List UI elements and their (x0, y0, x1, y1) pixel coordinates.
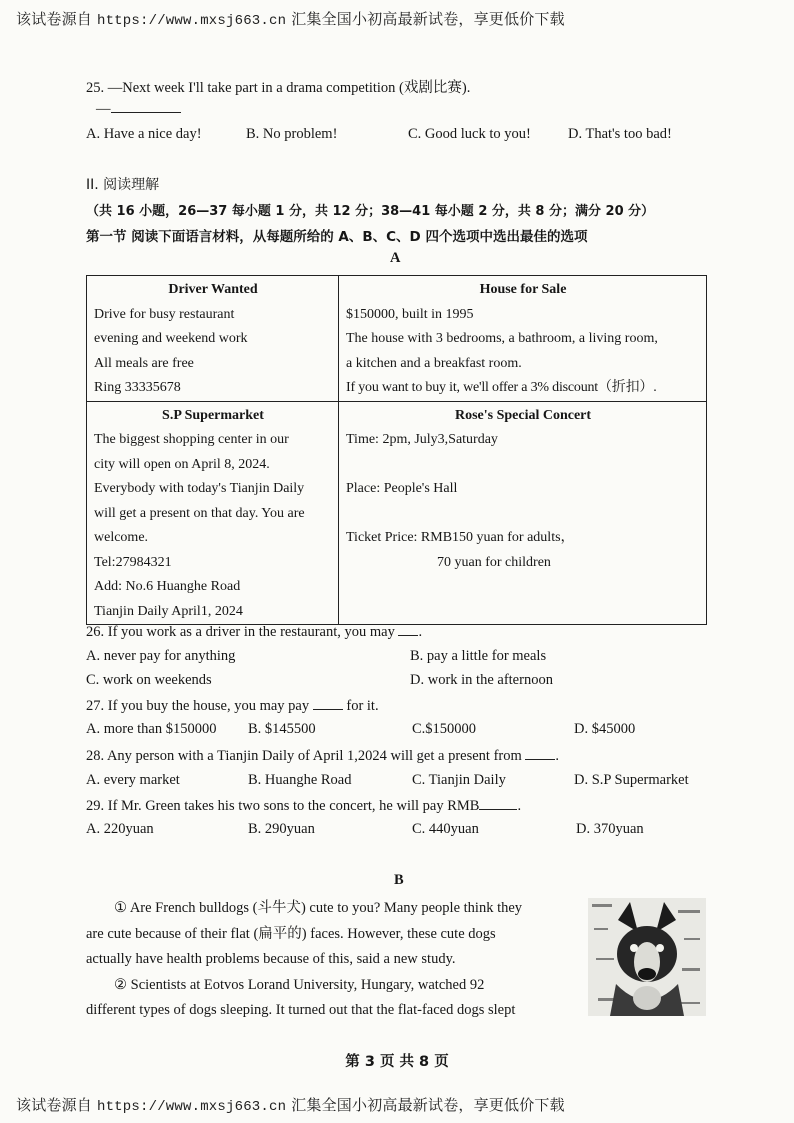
dog-drawing (588, 898, 706, 1016)
banner-right-text: 汇集全国小初高最新试卷，享更低价下载 (291, 1096, 565, 1114)
passage-b-p1-line3: actually have health problems because of this, said a new study. (86, 951, 456, 967)
bottom-banner (16, 1094, 565, 1115)
q29-option-c: C. 440yuan (412, 821, 479, 837)
q29-stem-text: 29. If Mr. Green takes his two sons to the concert, he will pay RMB (86, 798, 480, 814)
q27-answer-blank (313, 697, 343, 710)
q29-option-d: D. 370yuan (576, 821, 644, 837)
q26-option-d: D. work in the afternoon (410, 672, 553, 688)
ad-house-for-sale (339, 276, 707, 402)
q27-option-b: B. $145500 (248, 721, 316, 737)
section-title: II. 阅读理解 (86, 177, 160, 193)
q27-option-a: A. more than $150000 (86, 721, 217, 737)
q28-stem-text: 28. Any person with a Tianjin Daily of April 1,2024 will get a present from (86, 748, 522, 764)
ad-driver-line: Drive for busy restaurant (94, 306, 235, 322)
q27-option-c: C.$150000 (412, 721, 477, 737)
q28-option-a: A. every market (86, 772, 180, 788)
q25-dash: — (96, 101, 111, 117)
q26-stem: 26. If you work as a driver in the restaurant, you may . (86, 624, 423, 640)
ad-concert-time: Time: 2pm, July3,Saturday (346, 432, 498, 447)
passage-b-p2-line2: different types of dogs sleeping. It turned out that the flat-faced dogs slept (86, 1002, 516, 1018)
ad-house-line: a kitchen and a breakfast room. (346, 355, 522, 371)
ad-supermarket-title: S.P Supermarket (162, 407, 264, 423)
ad-supermarket-line: welcome. (94, 530, 149, 545)
section-scoring: （共 16 小题，26—37 每小题 1 分，共 12 分；38—41 每小题 2 分，共 8 分；满分 20 分） (86, 204, 655, 219)
banner-url[interactable]: https://www.mxsj663.cn (96, 13, 287, 29)
ad-concert-price: Ticket Price: RMB150 yuan for adults， (346, 530, 575, 545)
section-instruction: 第一节 阅读下面语言材料，从每题所给的 A、B、C、D 四个选项中选出最佳的选项 (86, 229, 588, 245)
q28-answer-blank (525, 747, 555, 760)
q25-reply (96, 100, 181, 118)
ad-driver-line: Ring 33335678 (94, 380, 181, 395)
french-bulldog-image (588, 898, 706, 1016)
ad-driver-line: All meals are free (94, 355, 194, 371)
ad-driver-wanted (87, 276, 339, 402)
ad-supermarket-line: city will open on April 8, 2024. (94, 456, 270, 472)
q25-option-b: B. No problem! (246, 126, 338, 142)
q27-option-d: D. $45000 (574, 721, 636, 737)
q27-stem (86, 697, 379, 715)
q26-option-b: B. pay a little for meals (410, 648, 547, 664)
q29-answer-blank (479, 797, 517, 810)
q26-option-c: C. work on weekends (86, 672, 212, 688)
q25-option-d: D. That's too bad! (568, 126, 672, 142)
top-banner (16, 8, 565, 29)
q28-option-c: C. Tianjin Daily (412, 772, 506, 788)
ad-concert-title: Rose's Special Concert (454, 407, 592, 423)
banner-left-text: 该试卷源自 (16, 10, 93, 28)
ad-house-line: If you want to buy it, we'll offer a 3% discount（折扣）. (346, 380, 657, 395)
ad-supermarket-line: Tianjin Daily April1, 2024 (94, 603, 243, 619)
q25-option-a: A. Have a nice day! (86, 126, 202, 142)
ad-supermarket-line: Add: No.6 Huanghe Road (94, 579, 241, 594)
q28-option-d: D. S.P Supermarket (574, 772, 689, 788)
ad-house-line: The house with 3 bedrooms, a bathroom, a living room, (346, 331, 658, 346)
ad-house-title: House for Sale (479, 282, 567, 297)
banner-right-text: 汇集全国小初高最新试卷，享更低价下载 (291, 10, 565, 28)
banner-left-text: 该试卷源自 (16, 1096, 93, 1114)
q29-option-a: A. 220yuan (86, 821, 154, 837)
q25-stem: 25. —Next week I'll take part in a drama competition (戏剧比赛). (86, 80, 471, 96)
ad-supermarket-line: Tel:27984321 (94, 554, 172, 570)
ad-driver-line: evening and weekend work (94, 331, 248, 346)
ad-supermarket-line: The biggest shopping center in our (94, 432, 289, 447)
ad-driver-title: Driver Wanted (168, 282, 258, 297)
q26-stem-text: 26. If you work as a driver in the restaurant, you may (86, 624, 395, 640)
q26-answer-blank (398, 623, 418, 636)
q29-stem: 29. If Mr. Green takes his two sons to the concert, he will pay RMB . (86, 798, 522, 814)
ad-concert-price-children: 70 yuan for children (437, 554, 551, 570)
ad-concert-place: Place: People's Hall (346, 481, 458, 496)
q28-stem: 28. Any person with a Tianjin Daily of April 1,2024 will get a present from . (86, 748, 560, 764)
ad-supermarket-line: will get a present on that day. You are (94, 505, 305, 521)
ad-sp-supermarket (87, 401, 339, 625)
ad-supermarket-line: Everybody with today's Tianjin Daily (94, 481, 305, 496)
banner-url[interactable]: https://www.mxsj663.cn (96, 1099, 287, 1115)
q28-option-b: B. Huanghe Road (248, 772, 352, 788)
q25-option-c: C. Good luck to you! (408, 126, 531, 142)
ad-roses-concert (339, 401, 707, 625)
q26-option-a: A. never pay for anything (86, 648, 236, 664)
q25-answer-blank (111, 100, 181, 113)
passage-b-label: B (394, 872, 404, 888)
ads-table (86, 275, 707, 625)
page-number-footer: 第 3 页 共 8 页 (345, 1054, 449, 1070)
passage-b-p1-line2: are cute because of their flat (扁平的) faces. However, these cute dogs (86, 925, 496, 942)
passage-b-text (86, 896, 576, 1024)
q29-option-b: B. 290yuan (248, 821, 315, 837)
passage-b-p2-line1: ② Scientists at Eotvos Lorand University, Hungary, watched 92 (114, 976, 485, 993)
passage-a-label: A (390, 250, 401, 266)
q27-stem-end: for it. (346, 698, 379, 714)
passage-b-p1-line1: ① Are French bulldogs (斗牛犬) cute to you? Many people think they (114, 900, 523, 916)
ad-house-line: $150000, built in 1995 (346, 306, 474, 322)
q27-stem-text: 27. If you buy the house, you may pay (86, 698, 310, 714)
